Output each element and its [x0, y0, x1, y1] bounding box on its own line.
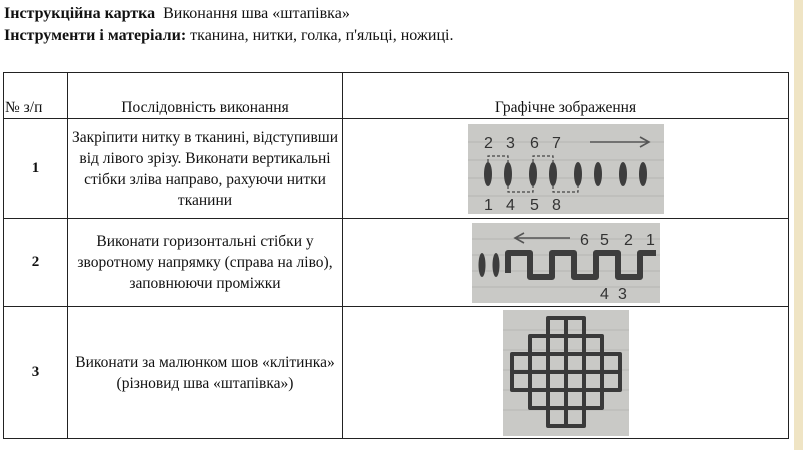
row-number: 1	[4, 119, 68, 219]
card-title-line	[4, 3, 789, 25]
grid-stitch-figure	[503, 310, 629, 436]
card-subject: Виконання шва «штапівка»	[163, 5, 350, 22]
label-bottom-1: 1	[483, 196, 493, 214]
row-illustration	[343, 119, 789, 219]
materials-line	[4, 25, 789, 47]
table-row	[4, 307, 789, 439]
label-top-1: 6	[579, 231, 589, 249]
label-bottom-3: 5	[529, 196, 539, 214]
label-top-2: 5	[599, 231, 609, 249]
page-edge	[794, 0, 803, 450]
col-header-sequence: Послідовність виконання	[68, 73, 343, 119]
horizontal-stitches-figure	[472, 223, 660, 303]
card-header	[4, 3, 789, 47]
label-top-4: 1	[645, 231, 655, 249]
label-top-3: 6	[529, 134, 539, 152]
materials-label: Інструменти і матеріали:	[4, 27, 187, 44]
table-row	[4, 119, 789, 219]
row-instruction: Виконати за малюнком шов «клітинка» (різновид шва «штапівка»)	[68, 307, 343, 439]
row-instruction: Виконати горизонтальні стібки у зворотному напрямку (справа на ліво), заповнюючи проміжки	[68, 219, 343, 307]
table-header-row	[4, 73, 789, 119]
vertical-stitches-figure	[468, 124, 664, 214]
label-bottom-4: 8	[551, 196, 561, 214]
row-illustration	[343, 219, 789, 307]
col-header-number: № з/п	[4, 73, 68, 119]
table-row	[4, 219, 789, 307]
label-top-4: 7	[551, 134, 561, 152]
instruction-table	[3, 72, 789, 439]
card-title: Інструкційна картка	[4, 5, 156, 22]
label-top-1: 2	[483, 134, 493, 152]
label-bottom-1: 4	[599, 285, 609, 303]
row-illustration	[343, 307, 789, 439]
row-number: 2	[4, 219, 68, 307]
col-header-illustration: Графічне зображення	[343, 73, 789, 119]
label-bottom-2: 3	[617, 285, 627, 303]
row-number: 3	[4, 307, 68, 439]
label-top-3: 2	[623, 231, 633, 249]
label-top-2: 3	[505, 134, 515, 152]
materials-list: тканина, нитки, голка, п'яльці, ножиці.	[190, 27, 454, 44]
row-instruction: Закріпити нитку в тканині, відступивши від лівого зрізу. Виконати вертикальні стібки зліва направо, рахуючи нитки тканини	[68, 119, 343, 219]
label-bottom-2: 4	[505, 196, 515, 214]
